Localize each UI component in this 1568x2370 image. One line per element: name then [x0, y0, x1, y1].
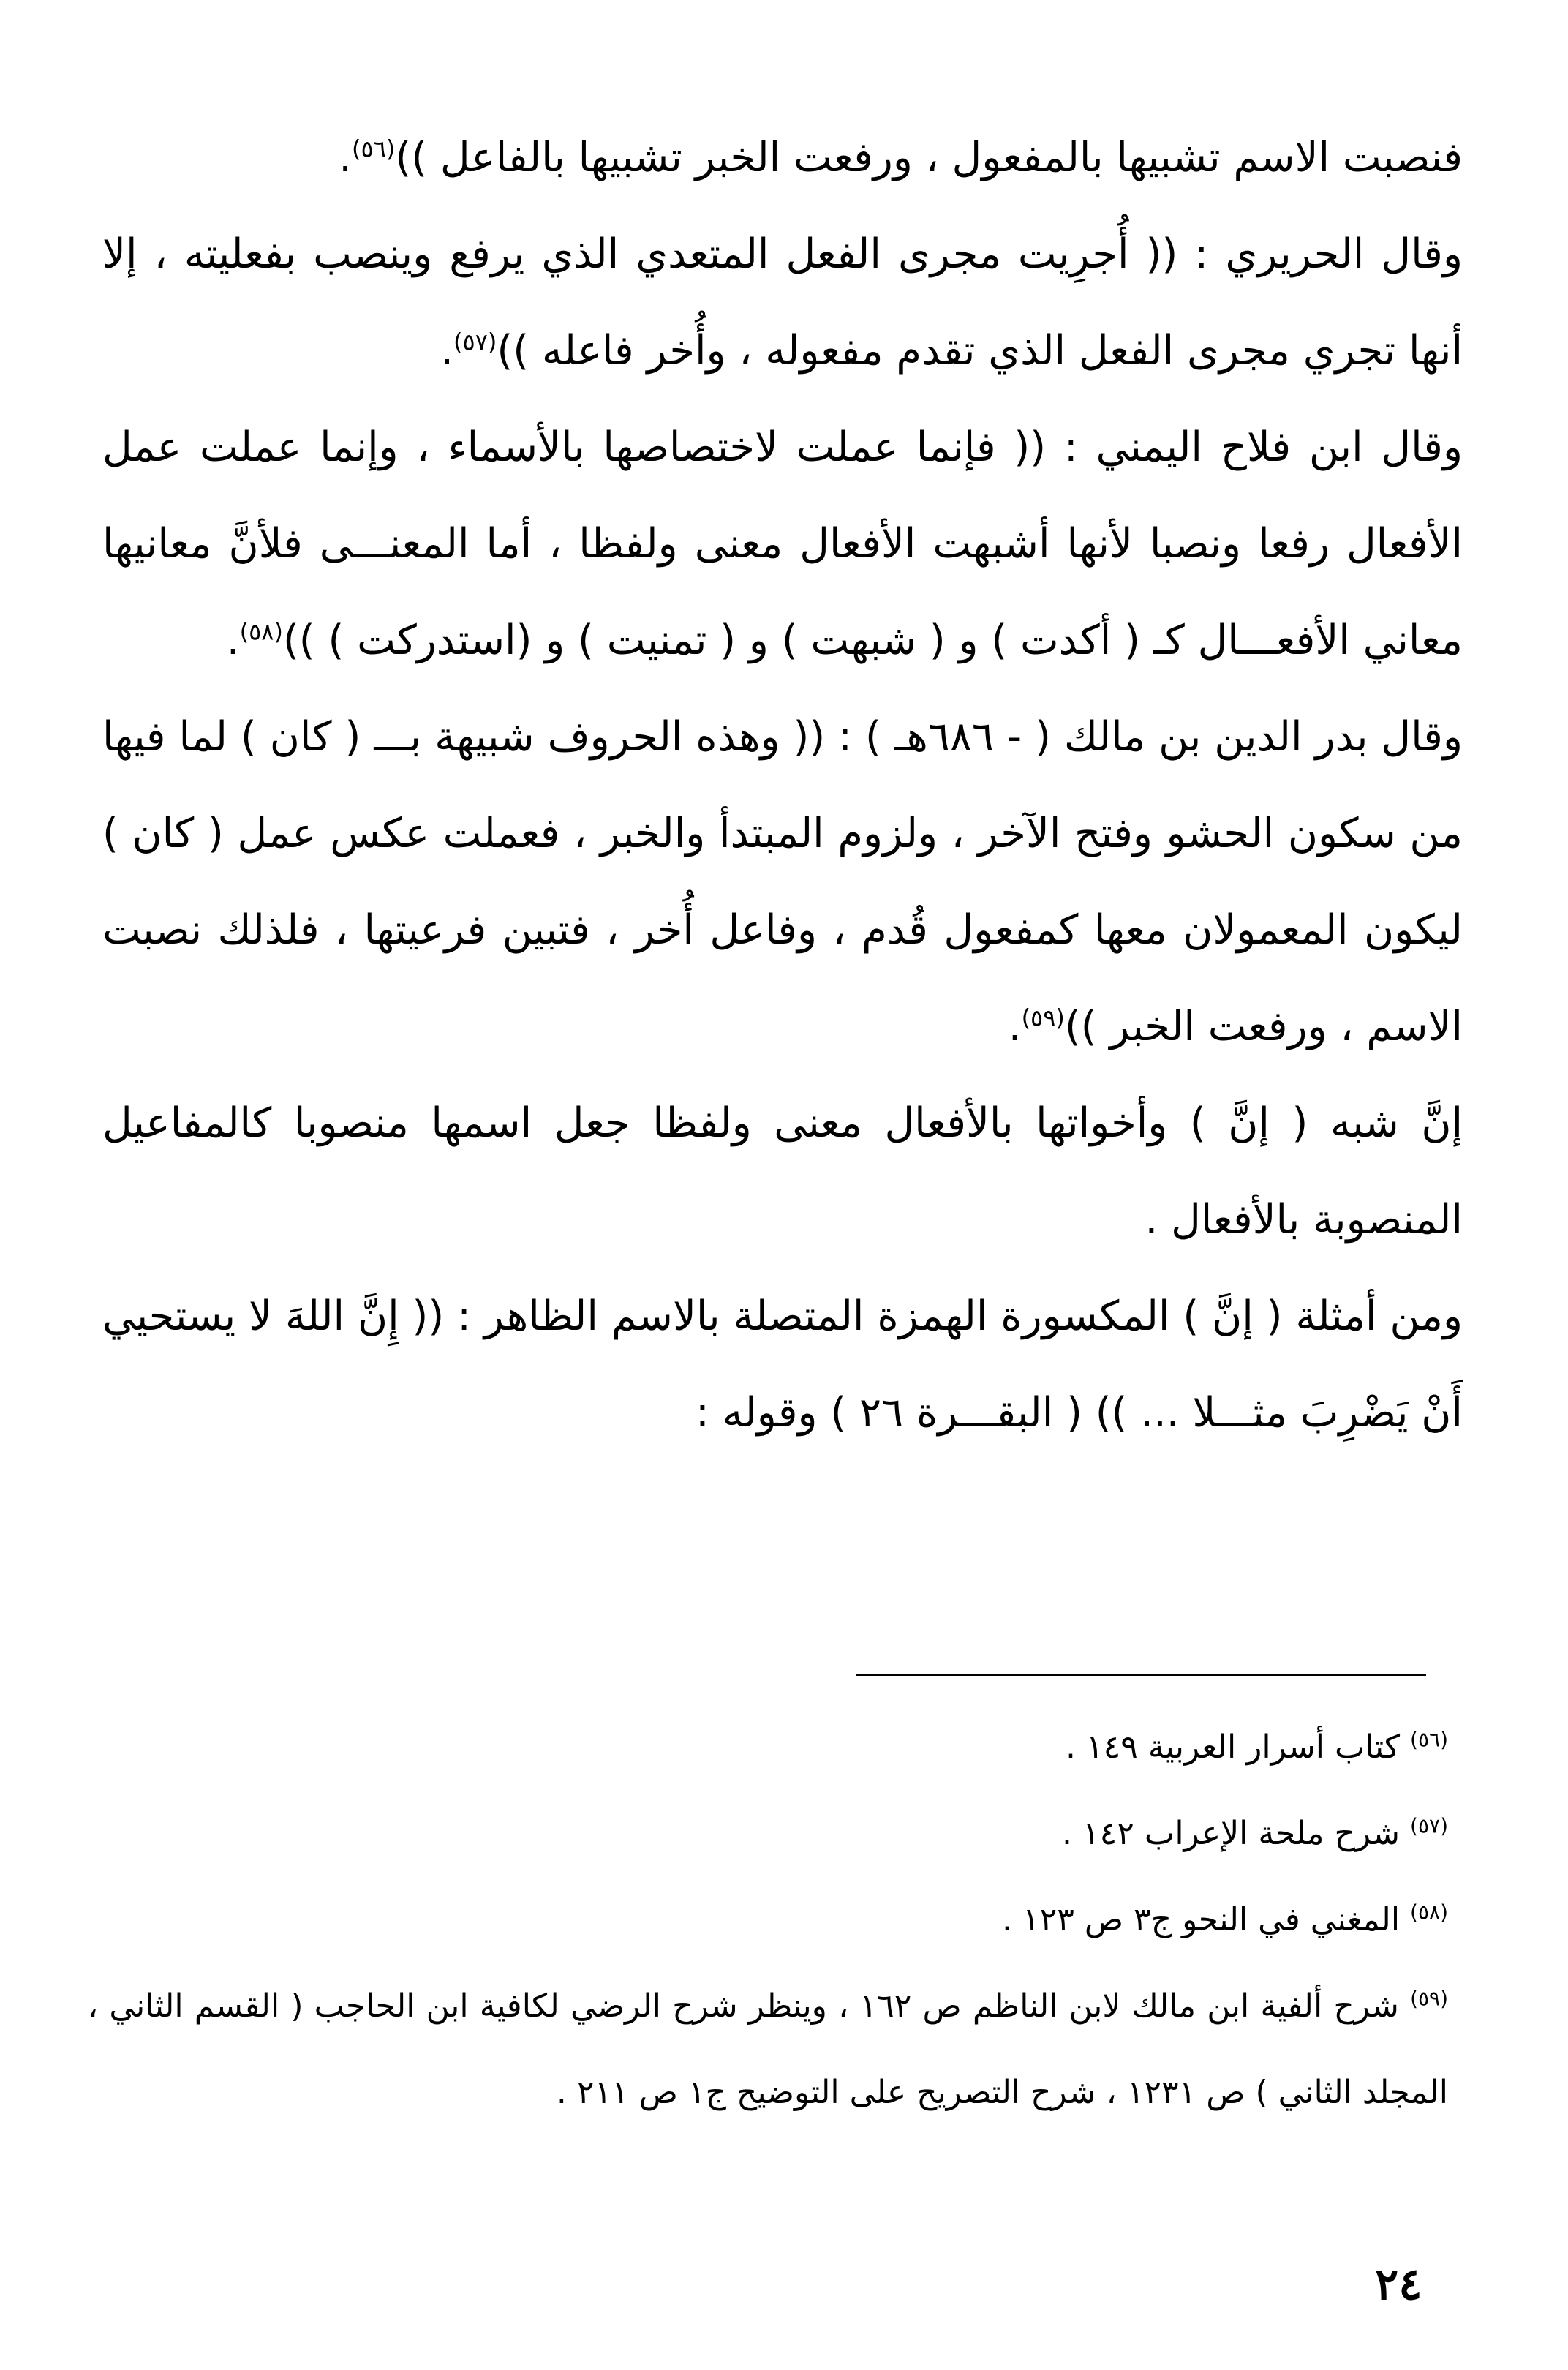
page-number: ٢٤ — [1375, 2259, 1422, 2310]
footnote-number: (٥٧) — [1410, 1813, 1448, 1838]
paragraph: ومن أمثلة ( إنَّ ) المكسورة الهمزة المتصلة بالاسم الظاهر : (( إِنَّ اللهَ لا يستحيي أَنْ يَضْرِبَ مثـــلا ... )) ( البقـــرة ٢٦ ) وقوله : — [102, 1293, 1463, 1437]
footnote-ref[interactable]: (٥٦) — [352, 135, 396, 163]
footnote-text: المغني في النحو ج٣ ص ١٢٣ . — [1001, 1901, 1401, 1938]
paragraph: وقال بدر الدين بن مالك ( - ٦٨٦هـ ) : (( وهذه الحروف شبيهة بـــ ( كان ) لما فيها من سكون الحشو وفتح الآخر ، ولزوم المبتدأ والخبر ، فعملت عكس عمل ( كان ) ليكون المعمولان معها كمفعول قُدم ، وفاعل أُخر ، فتبين فرعيتها ، فلذلك نصبت الاسم ، ورفعت الخبر ))$^{(٥٩)}$. — [102, 713, 1463, 1050]
footnote-text: كتاب أسرار العربية ١٤٩ . — [1066, 1728, 1401, 1766]
footnote-number: (٥٩) — [1410, 1986, 1449, 2011]
paragraph: وقال الحريري : (( أُجرِيت مجرى الفعل المتعدي الذي يرفع وينصب بفعليته ، إلا أنها تجري مجرى الفعل الذي تقدم مفعوله ، وأُخر فاعله ))$^{(٥٧)}$. — [102, 230, 1463, 375]
footnote — [88, 1963, 1448, 2136]
footnote — [88, 1791, 1448, 1877]
footnote — [88, 1877, 1448, 1963]
footnote-separator — [856, 1674, 1426, 1676]
paragraph: إنَّ شبه ( إنَّ ) وأخواتها بالأفعال معنى ولفظا جعل اسمها منصوبا كالمفاعيل المنصوبة بالأفعال . — [102, 1099, 1463, 1244]
footnote-ref[interactable]: (٥٩) — [1021, 1004, 1065, 1032]
footnote-number: (٥٨) — [1410, 1900, 1448, 1925]
footnote — [88, 1704, 1448, 1791]
footnote-text: شرح ملحة الإعراب ١٤٢ . — [1062, 1815, 1401, 1852]
footnotes — [88, 1704, 1448, 2136]
paragraph: فنصبت الاسم تشبيها بالمفعول ، ورفعت الخبر تشبيها بالفاعل ))$^{(٥٦)}$. — [339, 134, 1463, 181]
footnote-ref[interactable]: (٥٨) — [239, 617, 283, 646]
paragraph: وقال ابن فلاح اليمني : (( فإنما عملت لاختصاصها بالأسماء ، وإنما عملت عمل الأفعال رفعا ونصبا لأنها أشبهت الأفعال معنى ولفظا ، أما المعنـــى فلأنَّ معانيها معاني الأفعـــال كـ ( أكدت ) و ( شبهت ) و ( تمنيت ) و (استدركت ) ))$^{(٥٨)}$. — [102, 424, 1463, 664]
footnote-number: (٥٦) — [1410, 1727, 1448, 1752]
footnote-ref[interactable]: (٥٧) — [453, 328, 497, 356]
footnote-text: شرح ألفية ابن مالك لابن الناظم ص ١٦٢ ، وينظر شرح الرضي لكافية ابن الحاجب ( القسم الثاني ، المجلد الثاني ) ص ١٢٣١ ، شرح التصريح على التوضيح ج١ ص ٢١١ . — [88, 1987, 1448, 2111]
main-text — [102, 110, 1463, 1462]
